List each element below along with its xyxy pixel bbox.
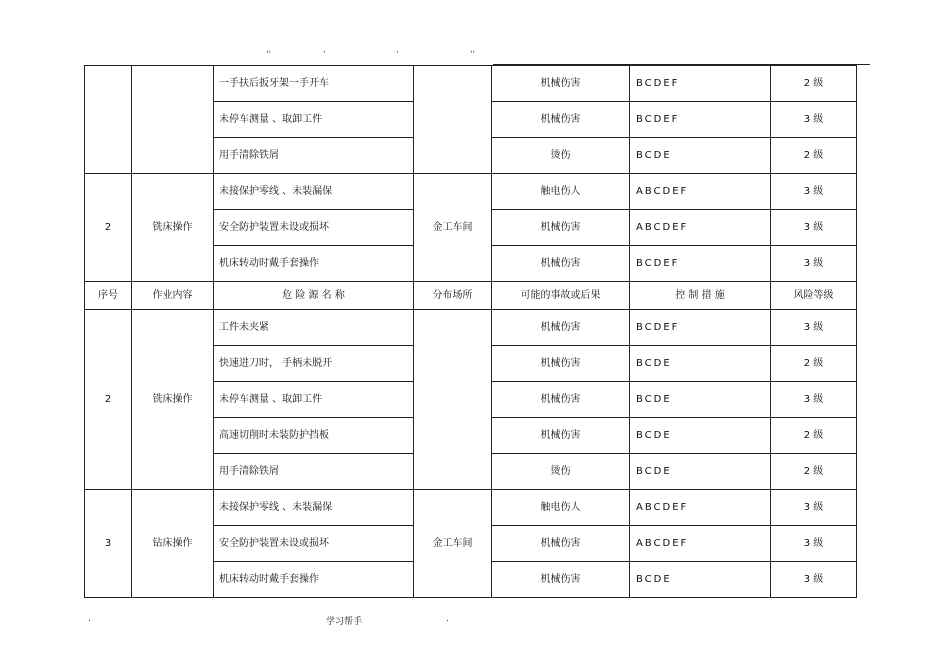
header-location: 分布场所 bbox=[414, 282, 492, 310]
table-header-row bbox=[85, 282, 857, 310]
table-row bbox=[85, 310, 857, 346]
level-cell: 2 级 bbox=[771, 418, 857, 454]
accident-cell: 机械伤害 bbox=[492, 526, 630, 562]
header-content: 作业内容 bbox=[132, 282, 214, 310]
hazard-cell: 用手清除铁屑 bbox=[214, 138, 414, 174]
level-cell: 3 级 bbox=[771, 174, 857, 210]
location-cell: 金工车间 bbox=[414, 490, 492, 598]
content-cell: 铣床操作 bbox=[132, 174, 214, 282]
top-mark-4: '' bbox=[470, 50, 475, 60]
control-cell: BCDE bbox=[630, 138, 771, 174]
accident-cell: 机械伤害 bbox=[492, 346, 630, 382]
level-cell: 3 级 bbox=[771, 102, 857, 138]
content-cell-empty bbox=[132, 66, 214, 174]
control-cell: BCDEF bbox=[630, 102, 771, 138]
control-cell: BCDEF bbox=[630, 246, 771, 282]
control-cell: BCDEF bbox=[630, 66, 771, 102]
control-cell: ABCDEF bbox=[630, 490, 771, 526]
top-mark-3: ' bbox=[396, 50, 399, 60]
level-cell: 3 级 bbox=[771, 382, 857, 418]
level-cell: 3 级 bbox=[771, 210, 857, 246]
header-level: 风险等级 bbox=[771, 282, 857, 310]
header-hazard: 危 险 源 名 称 bbox=[214, 282, 414, 310]
level-cell: 3 级 bbox=[771, 490, 857, 526]
top-mark-1: '' bbox=[266, 50, 271, 60]
accident-cell: 机械伤害 bbox=[492, 562, 630, 598]
control-cell: BCDE bbox=[630, 454, 771, 490]
accident-cell: 机械伤害 bbox=[492, 382, 630, 418]
hazard-cell: 未接保护零线 、未装漏保 bbox=[214, 490, 414, 526]
location-cell: 金工车间 bbox=[414, 174, 492, 282]
control-cell: BCDE bbox=[630, 346, 771, 382]
control-cell: BCDE bbox=[630, 418, 771, 454]
accident-cell: 机械伤害 bbox=[492, 102, 630, 138]
control-cell: ABCDEF bbox=[630, 526, 771, 562]
level-cell: 2 级 bbox=[771, 454, 857, 490]
control-cell: BCDE bbox=[630, 562, 771, 598]
hazard-cell: 安全防护装置未设或损坏 bbox=[214, 210, 414, 246]
header-seq: 序号 bbox=[85, 282, 132, 310]
content-cell: 铣床操作 bbox=[132, 310, 214, 490]
hazard-cell: 安全防护装置未设或损坏 bbox=[214, 526, 414, 562]
accident-cell: 机械伤害 bbox=[492, 210, 630, 246]
hazard-cell: 未停车测量 、取卸工件 bbox=[214, 382, 414, 418]
control-cell: ABCDEF bbox=[630, 210, 771, 246]
seq-cell: 2 bbox=[85, 310, 132, 490]
hazard-cell: 高速切削时未装防护挡板 bbox=[214, 418, 414, 454]
level-cell: 3 级 bbox=[771, 310, 857, 346]
hazard-cell: 一手扶后扳牙架一手开车 bbox=[214, 66, 414, 102]
table-row bbox=[85, 490, 857, 526]
level-cell: 3 级 bbox=[771, 562, 857, 598]
accident-cell: 机械伤害 bbox=[492, 246, 630, 282]
hazard-cell: 用手清除铁屑 bbox=[214, 454, 414, 490]
hazard-cell: 快速进刀时， 手柄未脱开 bbox=[214, 346, 414, 382]
risk-table bbox=[84, 65, 857, 598]
seq-cell-empty bbox=[85, 66, 132, 174]
level-cell: 2 级 bbox=[771, 346, 857, 382]
accident-cell: 机械伤害 bbox=[492, 66, 630, 102]
level-cell: 2 级 bbox=[771, 138, 857, 174]
accident-cell: 烫伤 bbox=[492, 454, 630, 490]
header-control: 控 制 措 施 bbox=[630, 282, 771, 310]
level-cell: 2 级 bbox=[771, 66, 857, 102]
level-cell: 3 级 bbox=[771, 526, 857, 562]
seq-cell: 2 bbox=[85, 174, 132, 282]
content-cell: 钻床操作 bbox=[132, 490, 214, 598]
footer-left-mark: . bbox=[88, 614, 91, 624]
hazard-cell: 未停车测量 、取卸工件 bbox=[214, 102, 414, 138]
control-cell: ABCDEF bbox=[630, 174, 771, 210]
accident-cell: 烫伤 bbox=[492, 138, 630, 174]
accident-cell: 触电伤人 bbox=[492, 174, 630, 210]
header-accident: 可能的事故或后果 bbox=[492, 282, 630, 310]
footer-text: 学习帮手 bbox=[326, 617, 363, 627]
footer-right-mark: . bbox=[446, 614, 449, 624]
seq-cell: 3 bbox=[85, 490, 132, 598]
top-mark-2: ' bbox=[323, 50, 326, 60]
control-cell: BCDEF bbox=[630, 310, 771, 346]
hazard-cell: 工件未夹紧 bbox=[214, 310, 414, 346]
location-cell-empty bbox=[414, 66, 492, 174]
accident-cell: 触电伤人 bbox=[492, 490, 630, 526]
hazard-cell: 未接保护零线 、未装漏保 bbox=[214, 174, 414, 210]
location-cell-empty bbox=[414, 310, 492, 490]
control-cell: BCDE bbox=[630, 382, 771, 418]
level-cell: 3 级 bbox=[771, 246, 857, 282]
hazard-cell: 机床转动时戴手套操作 bbox=[214, 246, 414, 282]
table-row bbox=[85, 174, 857, 210]
table-row bbox=[85, 66, 857, 102]
accident-cell: 机械伤害 bbox=[492, 418, 630, 454]
accident-cell: 机械伤害 bbox=[492, 310, 630, 346]
hazard-cell: 机床转动时戴手套操作 bbox=[214, 562, 414, 598]
